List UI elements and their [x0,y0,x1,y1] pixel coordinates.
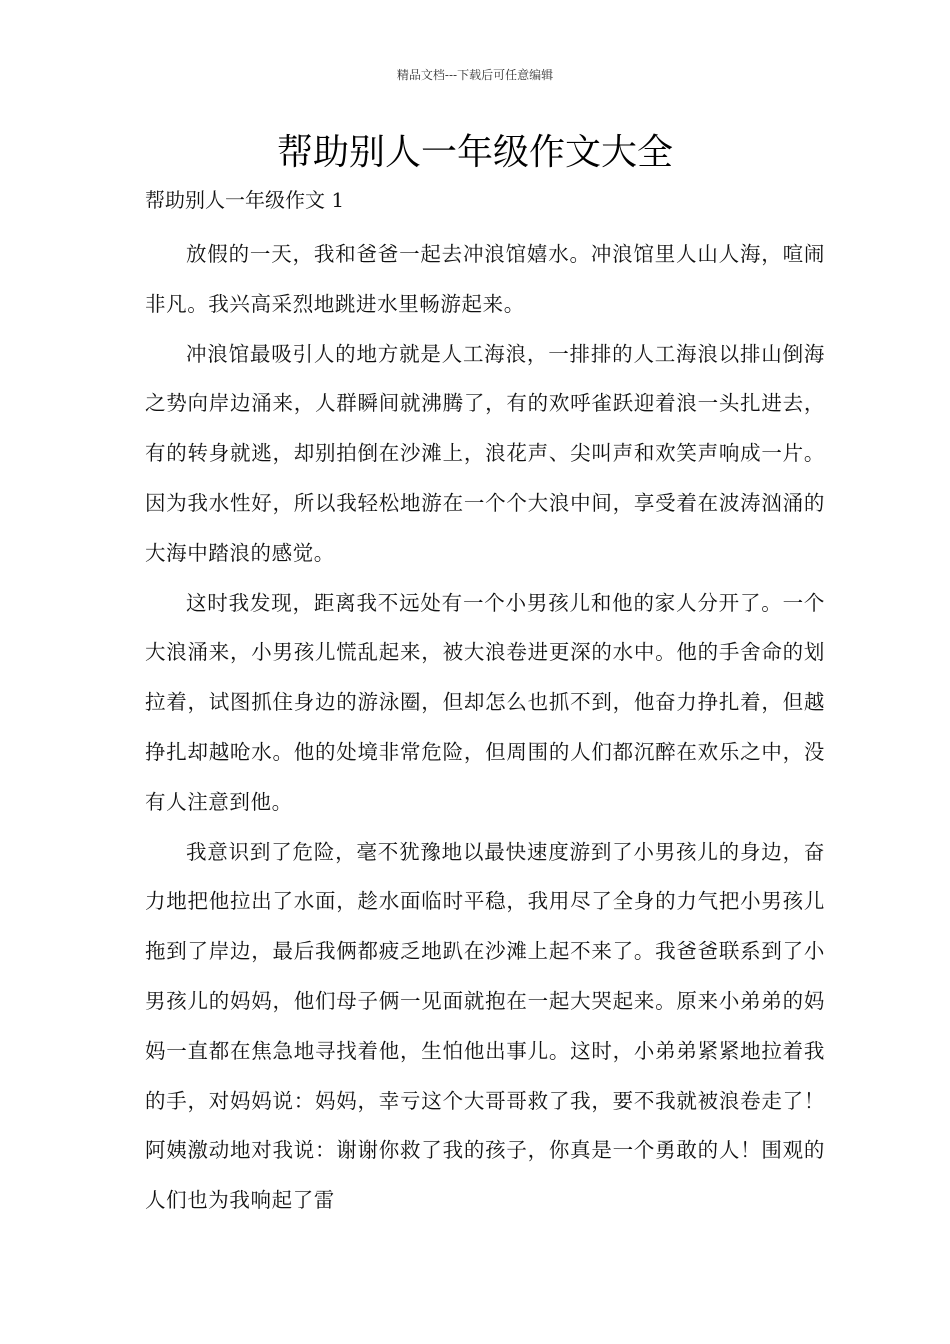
header-note: 精品文档---下载后可任意编辑 [396,68,554,82]
paragraph-1: 放假的一天，我和爸爸一起去冲浪馆嬉水。冲浪馆里人山人海，喧闹非凡。我兴高采烈地跳进水里畅游起来。 [145,242,825,316]
paragraph-2: 冲浪馆最吸引人的地方就是人工海浪，一排排的人工海浪以排山倒海之势向岸边涌来，人群瞬间就沸腾了，有的欢呼雀跃迎着浪一头扎进去，有的转身就逃，却别拍倒在沙滩上，浪花声、尖叫声和欢笑声响成一片。因为我水性好，所以我轻松地游在一个个大浪中间，享受着在波涛汹涌的大海中踏浪的感觉。 [145,341,825,565]
section-heading: 帮助别人一年级作文 1 [145,188,345,212]
document-title: 帮助别人一年级作文大全 [276,132,673,173]
essay-body [145,230,825,1226]
paragraph-4: 我意识到了危险，毫不犹豫地以最快速度游到了小男孩儿的身边，奋力地把他拉出了水面，趁水面临时平稳，我用尽了全身的力气把小男孩儿拖到了岸边，最后我俩都疲乏地趴在沙滩上起不来了。我爸爸联系到了小男孩儿的妈妈，他们母子俩一见面就抱在一起大哭起来。原来小弟弟的妈妈一直都在焦急地寻找着他，生怕他出事儿。这时，小弟弟紧紧地拉着我的手，对妈妈说：妈妈，幸亏这个大哥哥救了我，要不我就被浪卷走了！阿姨激动地对我说：谢谢你救了我的孩子，你真是一个勇敢的人！围观的人们也为我响起了雷 [145,839,825,1213]
paragraph-3: 这时我发现，距离我不远处有一个小男孩儿和他的家人分开了。一个大浪涌来，小男孩儿慌乱起来，被大浪卷进更深的水中。他的手舍命的划拉着，试图抓住身边的游泳圈，但却怎么也抓不到，他奋力挣扎着，但越挣扎却越呛水。他的处境非常危险，但周围的人们都沉醉在欢乐之中，没有人注意到他。 [145,590,825,814]
